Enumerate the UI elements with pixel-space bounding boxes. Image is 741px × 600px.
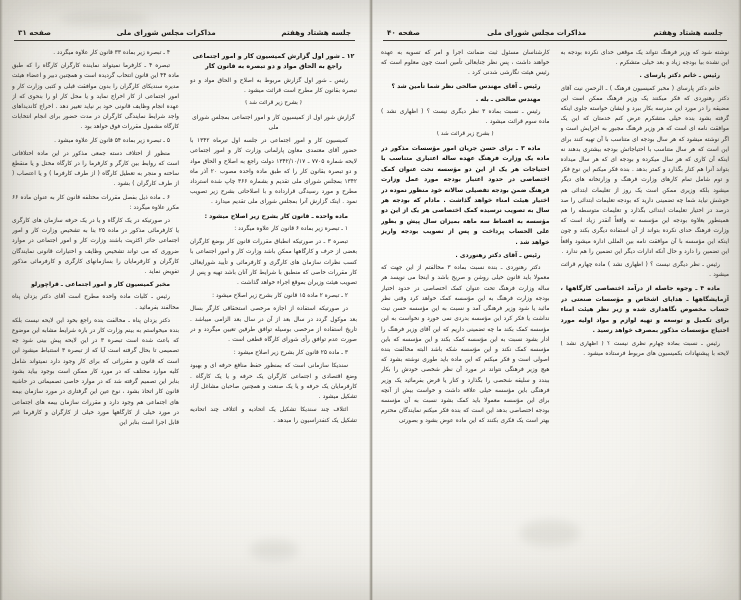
report-title: گزارش شور اول از کمیسیون کار و امور اجتماعی بمجلس شورای ملی [192,114,355,132]
header-rule [383,40,727,41]
note-item: تبصره ۴ ـ کارفرما نمیتواند نماینده کارگران کارگاه را که طبق ماده ۴۴ این قانون انتخاب گردیده است و همچنین دبیر و اعضاء هیئت مدیره سندیکای کارگران را بدون موافقت قبلی و کتبی وزارت کار و امور اجتماعی از کار اخراج نماید و یا محل کار او را بنحوی که از عهده انجام وظایف قانونی خود بر نیاید تغییر دهد . اخراج کاندیداهای واجد شرایط نمایندگی کارگران در مدت حضور برای انجام انتخابات کارگاه مشمول مقررات فوق خواهد بود . [12,63,179,131]
paragraph: در صورتیکه در یک کارگاه و یا در یک حرفه سازمان های کارگری یا کارفرمائی مذکور در ماده ۲۵ بنا به تشخیص وزارت کار و امور اجتماعی حائز اکثریت باشند وزارت کار و امور اجتماعی در موارد ضروری که می تواند تشخیص وظایف و اختیارات قانونی نمایندگان کارگران و کارفرمایان را بسازمانهای کارگری و کارفرمائی مذکور تفویض نماید . [12,218,179,276]
running-head-title: مذاکرات مجلس شورای ملی [487,28,587,37]
page-right-columns [381,48,729,596]
agenda-item-heading: ۱۲ ـ شور اول گزارش کمیسیون کار و امور اجتماعی راجع به الحاق مواد و دو تبصره به قانون کار [192,52,355,71]
paragraph: رئیس ـ نظر دیگری نیست ؟ ( اظهاری نشد ) ماده چهارم قرائت میشود . [560,262,729,279]
speaker-line: رئیس ـ آقای دکتر رهنوردی . [455,252,541,260]
numbered-item: ۶ ـ ماده ذیل بفصل مقررات مختلفه قانون کار به عنوان ماده ۶۶ مکرر علاوه میگردد : [12,194,179,211]
numbered-item: ۳ ـ ماده ۲۵ قانون کار بشرح زیر اصلاح میشود : [233,350,348,357]
stage-direction: ( بشرح زیر قرائت شد ) [245,100,302,107]
speaker-line: رئیس ـ خانم دکتر پارسای . [639,72,720,80]
page-left-columns [12,48,357,596]
paragraph: ائتلاف چند سندیکا تشکیل یک اتحادیه و ائتلاف چند اتحادیه تشکیل یک کنفدراسیون را میدهد . [190,407,357,424]
page-right [369,0,741,600]
paragraph: سندیکا سازمانی است که بمنظور حفظ منافع حرفه ای و بهبود وضع اقتصادی و اجتماعی کارگران یک حرفه و یا یک کارگاه . کارفرمایان یک حرفه و یا یک صنعت و همچنین صاحبان مشاغل آزاد تشکیل میشود . [190,363,357,401]
speaker-line: مهندس صالحی ـ بله . [475,95,541,103]
numbered-item: ۴ ـ تبصره زیر بماده ۳۳ قانون کار علاوه میگردد . [53,50,170,56]
paragraph: رئیس ـ کلیات ماده واحده مطرح است آقای دکتر یزدان پناه مخالفند بفرمائید . [12,294,179,311]
paragraph: کارشناسان مسئول ثبت ضمانت اجرا و امر که تسویه به عهده خواهند داشت ، پس نظر جنابعالی تأمین است چون معلوم است که رئیس هیئت نگارشی شدنی کرد . [381,50,550,77]
single-article-heading: ماده واحده ـ قانون کار بشرح زیر اصلاح میشود : [204,212,348,220]
running-head-page-number: صفحه ۳۱ [18,28,51,37]
paragraph: دکتر یزدان پناه ـ مخالفت بنده راجع بخود این لایحه نیست بلکه بنده میخواستم به بینم وزارت کار در باره شرایط مشابه این موضوع که باعث شده است تبصره ۳ در این لایحه پیش بینی شود چه تصمیمی تا بحال گرفته است آیا که از تبصره ۳ استنباط میشود این است که قانون و مقرراتی که برای کار وجود دارد نمیتواند شامل کلیه موارد مختلف که در مورد کار ممکن است بوجود بیاید بشود بنابر این تصمیم گرفته شد که در موارد خاصی تصمیماتی در حاشیه قانون کار اتخاذ بشود ، نوع عین این گرفتاری در مورد سازمان بیمه های اجتماعی هم وجود دارد و مقررات سازمان بیمه های اجتماعی در مورد خیلی از کارگاهها مورد خیلی از کارگران و کارفرما غیر قابل اجرا است بنابر این [12,317,179,426]
paragraph: منظور از اختلاف دسته جمعی مذکور در این ماده اختلافاتی است که روابط بین کارگر و کارفرما را در کارگاه مختل و یا منقطع ساخته و منجر به تعطیل کارگاه ( از طرف کارفرما ) و یا اعتصاب ( از طرف کارگران ) بشود . [12,150,179,188]
note-item: تبصره ۳ ـ در صورتیکه انطباق مقررات قانون کار بوضع کارگران بعضی از حرف و کارگاهها ممکن باشد وزارت کار و امور اجتماعی با کسب نظرات سازمان های کارگری و کارفرمائی و تأیید شورایعالی کار مقررات خاصی که منطبق با شرایط کار آنان باشد تهیه و پس از تصویب هیئت وزیران بموقع اجراء خواهد گذاشت . [190,239,357,287]
page-right-column-left [561,48,730,596]
committee-reporter-signature: مخبر کمیسیون کار و امور اجتماعی ـ قراچورلو [31,281,170,289]
paragraph: در صورتیکه استفاده از اجازه مرخصی استحقاقی کارگر بسال بعد موکول گردد در سال بعد از آن در سال بعد الزامی میباشد . تاریخ استفاده از مرخصی بوسیله توافق طرفین تعیین میگردد و در صورت عدم توافق رأی شورای کارگاه قطعی است . [190,306,357,344]
page-left [0,0,369,600]
numbered-item: ۲ ـ تبصره ۲ ماده ۱۵ قانون کار بشرح زیر اصلاح میشود : [212,293,348,300]
running-head-right [381,28,729,39]
page-edge-shadow-left [0,0,3,600]
running-head-left [12,28,357,39]
paragraph: دکتر رهنوردی ـ بنده نسبت بماده ۳ مخالفتم از این جهت که معمولا باید قانون خیلی روشن و صریح باشد و اینجا می نویسد هر ساله وزارت فرهنگ تحت عنوان کمک اختصاصی در حدود اختیار بودجه وزارت فرهنگ به این مؤسسه کمک خواهد کرد وقتی نظر مائید یا شود وزیر فرهنگی آمد و نسبت به این مؤسسه حسن نیت نداشت یا فکر کرد این مؤسسه بدردی نمی خورد و نخواست به این مؤسسه کمک بکند ما چه تضمینی داریم که این آقای وزیر فرهنگ را ادار بشود نسبت به این مؤسسه کمک بکند و این مؤسسه که باین مؤسسه کمک نکند و این مؤسسه شکه باشد البته مخالفت بنده اصولی است و فکر میکنم که این ماده باید طوری نوشته بشود که هیچ وزیر فرهنگی نتواند در مورد آن نظر شخصی خودش را بکار ببندد و سلیقه شخصی را بگذارد و کنار یا قرض بفرمائید یک وزیر فرهنگی باین مؤسسه خیلی علاقه داشت و خواست بیش از آنچه برای این مؤسسه معمولا باید کمک بشود نسبت به آن مؤسسه بودجه اختصاصی بدهد این است که بنده فکر میکنم نمایندگان محترم بهتر است یک فکری بکنند که این ماده عوض بشود و بصورتی [381,265,550,425]
paragraph: رئیس ـ نسبت بماده چهارم نظری نیست ؟ ( اظهاری نشد ) لایحه با پیشنهادات بکمیسیون های مربوط فرستاده میشود . [560,340,729,357]
article-heading-paragraph: ماده ۴ ـ وجوه حاصله از درآمد اختصاصی کارگاهها ، آزمایشگاهها ـ هدایای اشخاص و مؤسسات صنعتی در حساب مخصوص نگاهداری شده و زیر نظر هیئت امناء برای تکمیل و توسعه و تهیه لوازم و مواد اولیه مورد احتیاج مؤسسات مذکور بمصرف خواهد رسید . [560,285,729,335]
paragraph: کمیسیون کار و امور اجتماعی در جلسه اول تیرماه ۱۳۴۲ با حضور آقای معتمدی معاون پارلمانی وزارت کار و امور اجتماعی لایحه شماره ۷۷۰۵ ـ ۱۳۴۲/۱۰/۱۷ دولت راجع به اصلاح و الحاق مواد و دو تبصره بقانون کار را که طبق ماده واحده مصوب ۲۰ آذر ماه ۱۳۴۲ بمجلس شورای ملی تقدیم و بشماره ۳۶۶ چاپ شده استرداد مطرح و مورد رسیدگی قرارداده و با اصلاحاتی بشرح زیر تصویب نمود . اینک گزارش آنرا بمجلس شورای ملی تقدیم میدارد . [190,138,357,206]
speaker-line: رئیس ـ آقای مهندس صالحی نظر شما تأمین شد ؟ [391,82,541,90]
book-gutter [369,0,373,600]
paragraph: رئیس ـ نسبت بماده ۳ نظر دیگری نیست ؟ ( اظهاری نشد ) ماده سوم قرائت میشود . [381,109,550,126]
running-head-page-number: صفحه ۴۰ [387,28,420,37]
page-left-column-left [12,48,179,596]
stage-direction: ( بشرح زیر قرائت شد ) [436,131,494,138]
numbered-item: ۱ ـ تبصره زیر بماده ۶ قانون کار علاوه میگردد : [234,226,348,233]
running-head-session: جلسه هشتاد وهفتم [281,28,351,37]
running-head-title: مذاکرات مجلس شورای ملی [116,28,216,37]
paragraph: نوشته شود که وزیر فرهنگ نتواند یک موقعی خدای نکرده بودجه به این نشده بیا بودجه زیاد و بعد خیلی متشکرم . [560,50,729,67]
article-heading-paragraph: ماده ۳ ـ برای حسن جریان امور مؤسسات مذکور در ماده یک وزارت فرهنگ عهده ساله اعتباری متناسب با احتیاجات هر یک از این دو مؤسسه تحت عنوان کمک اختصاصی در حدود اعتبار بودجه مورد عمل وزارت فرهنگ ضمن بودجه تفصیلی سالانه خود منظور نموده در اختیار هیئت امناء خواهد گذاشت . مادام که بودجه هر سال به تصویب نرسیده کمک اختصاصی هر یک از این دو مؤسسه به اقساط سه ماهه بمیزان سال پیش و بطور علی الحساب پرداخت و پس از تصویب بودجه واریز خواهد شد . [381,145,550,246]
paragraph: رئیس ـ شور اول گزارش مربوط به اصلاح و الحاق مواد و دو تبصره بقانون کار مطرح است قرائت میشود . [190,77,357,95]
page-left-column-right [190,48,357,596]
numbered-item: ۵ ـ تبصره زیر بماده ۵۴ قانون کار علاوه میشود . [54,137,170,144]
header-rule [14,40,355,41]
paragraph: خانم دکتر پارسای ( مخبر کمیسیون فرهنگ ) ـ الرحمن نیت آقای دکتر رهنوردی که فکر میکنند یک وزیر فرهنگ ممکن است این مضیقه را در مورد این مدرسه بکار ببرد و ایشان خواسته جلوی اینکه گرفته بشود بنده خیلی متشکرم عرض کنم خدمتان که این یک موافقت نامه ای است که هر وزیر فرهنگ مجبور به اجرایش است و اگر نوشته میشود که هر سال بودجه ای متناسب با آن تهیه کنند برای این است که هر سال متناسب با احتیاجاتش بودجه بیشتری بدهند نه اینکه آن کاری که هر سال میکرده و بودجه ای که هر سال میداده بتواند آنرا هم کنار بگذارد و کمتر بدهد . بنده فکر میکنم این نوع فکر و توم شامل تمام کارهای وزارت فرهنگ و وزارتخانه های دیگر میشود بلکه وزیری ممکن است یک روز از تعلیمات ابتدائی هم خوشش نیاید شما چه تضمینی دارید که بودجه تعلیمات ابتدائی را صد درصد در اختیار تعلیمات ابتدائی بگذارد و تعلیمات متوسطه را هم همینطور بعلاوه بودجه این مؤسسه نه واقعاً آنقدر زیاد است که وزارت فرهنگ خدای نکرده بتواند از آن استفاده دیگری بکند و چون اینکه این مؤسسه با آن موافقت نامه بین المللی اداره میشود واقعاً این تضمین را دارد و حال آنکه ادارات دیگر این تضمین را هم ندارد . [560,85,729,255]
running-head-session: جلسه هشتاد وهفتم [653,28,723,37]
page-right-column-right [381,48,550,596]
